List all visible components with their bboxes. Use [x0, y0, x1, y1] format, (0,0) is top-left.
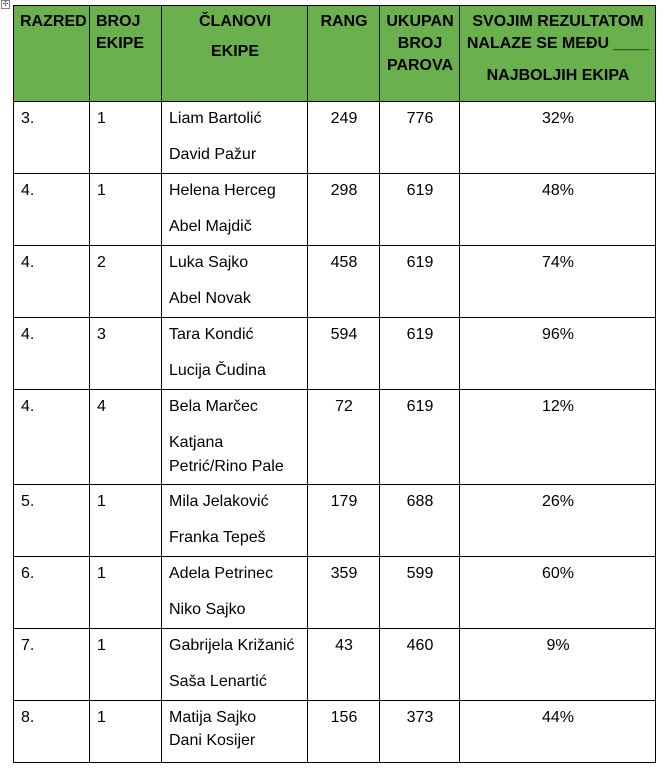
table-row — [14, 701, 656, 763]
cell-ekipa: 3 — [90, 318, 162, 390]
member-name: Matija Sajko — [169, 709, 257, 726]
member-name: Tara Kondić — [169, 326, 254, 343]
header-clanovi-ekipe: ČLANOVI EKIPE — [162, 6, 308, 102]
table-row — [14, 390, 656, 485]
member-name: Adela Petrinec — [169, 565, 274, 582]
cell-clanovi — [162, 174, 308, 246]
cell-ukupno: 619 — [380, 174, 460, 246]
member-name: Dani Kosijer — [169, 732, 256, 749]
cell-razred: 6. — [14, 557, 90, 629]
cell-postotak: 48% — [460, 174, 656, 246]
member-name: Mila Jelaković — [169, 493, 269, 510]
cell-clanovi — [162, 246, 308, 318]
cell-razred: 4. — [14, 174, 90, 246]
cell-razred: 7. — [14, 629, 90, 701]
member-name: Bela Marčec — [169, 398, 258, 415]
cell-ekipa: 1 — [90, 174, 162, 246]
cell-postotak: 96% — [460, 318, 656, 390]
cell-ukupno: 776 — [380, 102, 460, 174]
cell-razred: 4. — [14, 246, 90, 318]
header-razred: RAZRED — [14, 6, 90, 102]
cell-clanovi — [162, 557, 308, 629]
cell-razred: 4. — [14, 318, 90, 390]
table-move-handle-icon[interactable]: ✣ — [2, 1, 9, 8]
cell-postotak: 32% — [460, 102, 656, 174]
cell-clanovi — [162, 318, 308, 390]
cell-rang: 156 — [308, 701, 380, 763]
cell-ukupno: 619 — [380, 318, 460, 390]
cell-razred: 5. — [14, 485, 90, 557]
member-name: Franka Tepeš — [169, 529, 266, 546]
table-row — [14, 318, 656, 390]
table-row — [14, 102, 656, 174]
header-rang: RANG — [308, 6, 380, 102]
cell-ukupno: 688 — [380, 485, 460, 557]
cell-postotak: 26% — [460, 485, 656, 557]
header-rezultat: SVOJIM REZULTATOM NALAZE SE MEĐU ____ NAJBOLJIH EKIPA — [460, 6, 656, 102]
cell-rang: 359 — [308, 557, 380, 629]
cell-ekipa: 1 — [90, 485, 162, 557]
cell-ekipa: 1 — [90, 557, 162, 629]
cell-clanovi — [162, 390, 308, 485]
cell-rang: 72 — [308, 390, 380, 485]
cell-ukupno: 460 — [380, 629, 460, 701]
cell-clanovi — [162, 485, 308, 557]
cell-ukupno: 373 — [380, 701, 460, 763]
cell-rang: 249 — [308, 102, 380, 174]
member-name: Petrić/Rino Pale — [169, 458, 284, 475]
cell-postotak: 60% — [460, 557, 656, 629]
member-name: Gabrijela Križanić — [169, 637, 295, 654]
member-name: Saša Lenartić — [169, 673, 267, 690]
cell-ukupno: 619 — [380, 246, 460, 318]
cell-clanovi — [162, 701, 308, 763]
cell-ekipa: 1 — [90, 629, 162, 701]
cell-rang: 458 — [308, 246, 380, 318]
cell-ukupno: 619 — [380, 390, 460, 485]
cell-ekipa: 4 — [90, 390, 162, 485]
cell-clanovi — [162, 629, 308, 701]
table-row — [14, 485, 656, 557]
cell-postotak: 12% — [460, 390, 656, 485]
member-name: Niko Sajko — [169, 601, 246, 618]
cell-postotak: 74% — [460, 246, 656, 318]
table-row — [14, 629, 656, 701]
cell-rang: 594 — [308, 318, 380, 390]
cell-ekipa: 1 — [90, 701, 162, 763]
cell-ekipa: 1 — [90, 102, 162, 174]
table-row — [14, 174, 656, 246]
member-name: Katjana — [169, 434, 224, 451]
cell-razred: 3. — [14, 102, 90, 174]
header-ukupan-broj-parova: UKUPAN BROJ PAROVA — [380, 6, 460, 102]
cell-ekipa: 2 — [90, 246, 162, 318]
header-broj-ekipe: BROJ EKIPE — [90, 6, 162, 102]
cell-razred: 4. — [14, 390, 90, 485]
member-name: Liam Bartolić — [169, 110, 262, 127]
cell-razred: 8. — [14, 701, 90, 763]
member-name: David Pažur — [169, 146, 257, 163]
member-name: Luka Sajko — [169, 254, 249, 271]
results-table — [13, 5, 656, 763]
member-name: Abel Novak — [169, 290, 251, 307]
cell-clanovi — [162, 102, 308, 174]
member-name: Lucija Čudina — [169, 362, 266, 379]
cell-rang: 179 — [308, 485, 380, 557]
table-row — [14, 557, 656, 629]
header-row — [14, 6, 656, 102]
cell-rang: 43 — [308, 629, 380, 701]
cell-ukupno: 599 — [380, 557, 460, 629]
table-row — [14, 246, 656, 318]
cell-postotak: 44% — [460, 701, 656, 763]
member-name: Abel Majdič — [169, 218, 252, 235]
cell-postotak: 9% — [460, 629, 656, 701]
member-name: Helena Herceg — [169, 182, 276, 199]
cell-rang: 298 — [308, 174, 380, 246]
